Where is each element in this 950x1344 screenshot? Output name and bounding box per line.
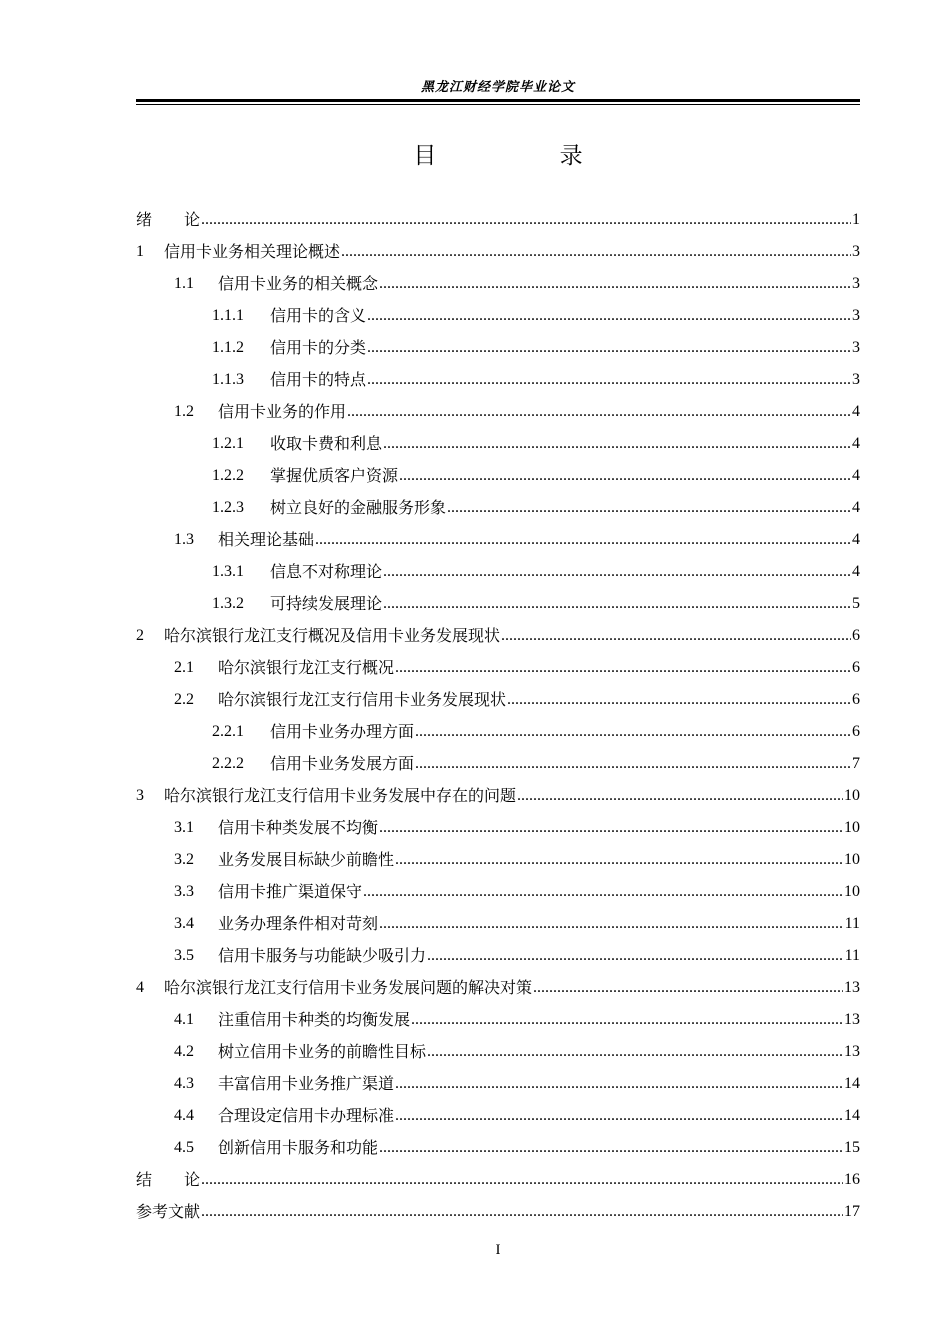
toc-entry-page: 14 bbox=[844, 1075, 860, 1092]
toc-entry-label bbox=[174, 882, 362, 902]
toc-dot-leader bbox=[367, 370, 851, 390]
toc-dot-leader bbox=[395, 850, 843, 870]
toc-entry-text: 信用卡种类发展不均衡 bbox=[218, 818, 379, 837]
toc-entry-page: 10 bbox=[844, 787, 860, 804]
toc-entry-number: 4.4 bbox=[174, 1107, 194, 1124]
toc-dot-leader bbox=[411, 1010, 843, 1030]
toc-entry-label bbox=[174, 1138, 378, 1158]
toc-entry-label bbox=[136, 210, 200, 230]
toc-dot-leader bbox=[315, 530, 851, 550]
toc-entry-page: 16 bbox=[844, 1171, 860, 1188]
toc-entry-text: 注重信用卡种类的均衡发展 bbox=[218, 1010, 411, 1029]
toc-entry-number: 2 bbox=[136, 627, 144, 644]
toc-entry-number: 4 bbox=[136, 979, 144, 996]
toc-entry-label bbox=[212, 338, 366, 358]
toc-entry-page: 11 bbox=[844, 915, 860, 932]
toc-entry-label bbox=[136, 626, 500, 646]
toc-entry-text: 信用卡业务相关理论概述 bbox=[164, 242, 341, 261]
toc-entry-label bbox=[174, 946, 426, 966]
toc-entry-text: 信用卡的分类 bbox=[270, 338, 367, 357]
toc-dot-leader bbox=[379, 274, 851, 294]
toc-entry-page: 13 bbox=[844, 979, 860, 996]
toc-entry-number: 1.1.2 bbox=[212, 339, 244, 356]
toc-entry[interactable] bbox=[136, 454, 860, 486]
toc-entry-label bbox=[212, 306, 366, 326]
toc-entry-label bbox=[136, 242, 340, 262]
toc-entry-page: 10 bbox=[844, 883, 860, 900]
toc-entry[interactable] bbox=[136, 870, 860, 902]
toc-entry[interactable] bbox=[136, 1094, 860, 1126]
table-of-contents bbox=[136, 198, 860, 1222]
toc-dot-leader bbox=[395, 1106, 843, 1126]
toc-entry-label bbox=[212, 370, 366, 390]
toc-dot-leader bbox=[367, 338, 851, 358]
toc-entry-text: 合理设定信用卡办理标准 bbox=[218, 1106, 395, 1125]
toc-entry-number: 1.1.3 bbox=[212, 371, 244, 388]
toc-entry[interactable] bbox=[136, 230, 860, 262]
page-number: I bbox=[495, 1242, 501, 1258]
toc-entry-number: 1.2.2 bbox=[212, 467, 244, 484]
toc-entry[interactable] bbox=[136, 614, 860, 646]
toc-entry-page: 13 bbox=[844, 1011, 860, 1028]
toc-entry-number: 3.2 bbox=[174, 851, 194, 868]
toc-entry[interactable] bbox=[136, 262, 860, 294]
toc-entry-text: 哈尔滨银行龙江支行信用卡业务发展问题的解决对策 bbox=[164, 978, 533, 997]
toc-entry[interactable] bbox=[136, 646, 860, 678]
toc-entry-text: 信用卡业务办理方面 bbox=[270, 722, 415, 741]
toc-dot-leader bbox=[533, 978, 843, 998]
toc-entry-label bbox=[212, 434, 382, 454]
toc-entry[interactable] bbox=[136, 390, 860, 422]
toc-dot-leader bbox=[201, 1170, 843, 1190]
toc-entry-number: 1.1.1 bbox=[212, 307, 244, 324]
toc-entry-number: 1.3.1 bbox=[212, 563, 244, 580]
toc-entry-text: 创新信用卡服务和功能 bbox=[218, 1138, 379, 1157]
toc-entry-number: 1.2.1 bbox=[212, 435, 244, 452]
toc-entry-page: 3 bbox=[852, 371, 860, 388]
toc-entry-page: 11 bbox=[844, 947, 860, 964]
toc-entry[interactable] bbox=[136, 1158, 860, 1190]
toc-entry[interactable] bbox=[136, 358, 860, 390]
toc-entry-label bbox=[136, 786, 516, 806]
toc-entry-number: 4.3 bbox=[174, 1075, 194, 1092]
toc-entry-label bbox=[174, 1106, 394, 1126]
toc-entry-text: 哈尔滨银行龙江支行信用卡业务发展现状 bbox=[218, 690, 507, 709]
toc-dot-leader bbox=[415, 722, 851, 742]
toc-entry[interactable] bbox=[136, 1030, 860, 1062]
toc-entry[interactable] bbox=[136, 1190, 860, 1222]
toc-entry-label bbox=[212, 754, 414, 774]
toc-entry-label bbox=[136, 1202, 200, 1222]
toc-entry[interactable] bbox=[136, 934, 860, 966]
toc-entry-label bbox=[212, 466, 398, 486]
toc-dot-leader bbox=[341, 242, 851, 262]
toc-entry[interactable] bbox=[136, 294, 860, 326]
toc-entry-text: 树立良好的金融服务形象 bbox=[270, 498, 447, 517]
toc-entry-label bbox=[174, 530, 314, 550]
toc-entry-text: 信用卡的特点 bbox=[270, 370, 367, 389]
toc-entry-text: 信用卡服务与功能缺少吸引力 bbox=[218, 946, 427, 965]
toc-entry-label bbox=[212, 722, 414, 742]
toc-title: 目 录 bbox=[413, 143, 621, 169]
toc-entry-text: 信用卡业务发展方面 bbox=[270, 754, 415, 773]
toc-dot-leader bbox=[347, 402, 851, 422]
toc-dot-leader bbox=[383, 434, 851, 454]
toc-entry-label bbox=[212, 562, 382, 582]
toc-dot-leader bbox=[517, 786, 843, 806]
toc-entry-page: 4 bbox=[852, 467, 860, 484]
toc-dot-leader bbox=[427, 1042, 843, 1062]
toc-dot-leader bbox=[379, 818, 843, 838]
toc-entry-page: 10 bbox=[844, 851, 860, 868]
toc-entry-text: 相关理论基础 bbox=[218, 530, 315, 549]
toc-entry-page: 6 bbox=[852, 627, 860, 644]
toc-entry-label bbox=[174, 1074, 394, 1094]
toc-entry[interactable] bbox=[136, 966, 860, 998]
toc-dot-leader bbox=[201, 210, 851, 230]
toc-entry-label bbox=[174, 818, 378, 838]
toc-entry-label bbox=[174, 1010, 410, 1030]
toc-entry-number: 1.2.3 bbox=[212, 499, 244, 516]
toc-entry-page: 15 bbox=[844, 1139, 860, 1156]
toc-entry-page: 17 bbox=[844, 1203, 860, 1220]
toc-entry-label bbox=[174, 850, 394, 870]
toc-entry-page: 10 bbox=[844, 819, 860, 836]
toc-entry-number: 3.1 bbox=[174, 819, 194, 836]
toc-entry[interactable] bbox=[136, 998, 860, 1030]
header-rule-thin bbox=[136, 104, 860, 105]
toc-entry-page: 3 bbox=[852, 339, 860, 356]
toc-entry[interactable] bbox=[136, 422, 860, 454]
toc-dot-leader bbox=[379, 1138, 843, 1158]
toc-entry[interactable] bbox=[136, 902, 860, 934]
toc-entry-number: 2.2 bbox=[174, 691, 194, 708]
toc-entry-number: 4.5 bbox=[174, 1139, 194, 1156]
toc-entry-text: 哈尔滨银行龙江支行概况及信用卡业务发展现状 bbox=[164, 626, 501, 645]
toc-entry[interactable] bbox=[136, 710, 860, 742]
toc-dot-leader bbox=[395, 1074, 843, 1094]
toc-entry-text: 信息不对称理论 bbox=[270, 562, 383, 581]
toc-entry-page: 1 bbox=[852, 211, 860, 228]
toc-entry-number: 3.3 bbox=[174, 883, 194, 900]
toc-entry[interactable] bbox=[136, 518, 860, 550]
toc-entry-label bbox=[174, 690, 506, 710]
toc-entry[interactable] bbox=[136, 550, 860, 582]
toc-entry[interactable] bbox=[136, 838, 860, 870]
toc-entry-page: 6 bbox=[852, 723, 860, 740]
toc-entry-text: 丰富信用卡业务推广渠道 bbox=[218, 1074, 395, 1093]
toc-entry-label bbox=[136, 978, 532, 998]
toc-entry-text: 哈尔滨银行龙江支行概况 bbox=[218, 658, 395, 677]
toc-dot-leader bbox=[501, 626, 851, 646]
toc-entry-number: 1 bbox=[136, 243, 144, 260]
toc-entry-label bbox=[174, 274, 378, 294]
toc-entry-number: 1.1 bbox=[174, 275, 194, 292]
toc-dot-leader bbox=[201, 1202, 843, 1222]
toc-dot-leader bbox=[379, 914, 844, 934]
toc-entry-page: 4 bbox=[852, 499, 860, 516]
toc-entry-page: 13 bbox=[844, 1043, 860, 1060]
toc-entry-text: 业务发展目标缺少前瞻性 bbox=[218, 850, 395, 869]
toc-entry-page: 3 bbox=[852, 243, 860, 260]
toc-entry-text: 可持续发展理论 bbox=[270, 594, 383, 613]
toc-dot-leader bbox=[399, 466, 851, 486]
toc-entry-page: 6 bbox=[852, 659, 860, 676]
toc-dot-leader bbox=[447, 498, 851, 518]
toc-entry-text: 树立信用卡业务的前瞻性目标 bbox=[218, 1042, 427, 1061]
toc-entry-number: 4.1 bbox=[174, 1011, 194, 1028]
toc-entry-page: 7 bbox=[852, 755, 860, 772]
toc-entry[interactable] bbox=[136, 1126, 860, 1158]
toc-dot-leader bbox=[507, 690, 851, 710]
toc-entry-page: 4 bbox=[852, 531, 860, 548]
header-rule-thick bbox=[136, 99, 860, 102]
toc-entry-text: 结 论 bbox=[136, 1170, 201, 1189]
toc-entry-number: 2.2.2 bbox=[212, 755, 244, 772]
toc-entry[interactable] bbox=[136, 678, 860, 710]
toc-entry[interactable] bbox=[136, 742, 860, 774]
toc-entry[interactable] bbox=[136, 806, 860, 838]
toc-entry-label bbox=[136, 1170, 200, 1190]
toc-dot-leader bbox=[367, 306, 851, 326]
toc-entry-text: 信用卡业务的相关概念 bbox=[218, 274, 379, 293]
toc-entry[interactable] bbox=[136, 1062, 860, 1094]
toc-entry[interactable] bbox=[136, 486, 860, 518]
page-header-title: 黑龙江财经学院毕业论文 bbox=[420, 80, 575, 95]
toc-entry-text: 哈尔滨银行龙江支行信用卡业务发展中存在的问题 bbox=[164, 786, 517, 805]
toc-entry-number: 2.2.1 bbox=[212, 723, 244, 740]
toc-dot-leader bbox=[427, 946, 844, 966]
toc-entry-page: 6 bbox=[852, 691, 860, 708]
toc-entry-text: 掌握优质客户资源 bbox=[270, 466, 399, 485]
toc-entry[interactable] bbox=[136, 774, 860, 806]
toc-entry-number: 3.4 bbox=[174, 915, 194, 932]
toc-entry-number: 1.2 bbox=[174, 403, 194, 420]
toc-entry-label bbox=[174, 402, 346, 422]
toc-entry[interactable] bbox=[136, 198, 860, 230]
toc-dot-leader bbox=[395, 658, 851, 678]
toc-entry-page: 4 bbox=[852, 563, 860, 580]
toc-dot-leader bbox=[383, 562, 851, 582]
toc-entry-number: 2.1 bbox=[174, 659, 194, 676]
toc-entry[interactable] bbox=[136, 326, 860, 358]
toc-dot-leader bbox=[383, 594, 851, 614]
toc-entry-number: 4.2 bbox=[174, 1043, 194, 1060]
toc-entry[interactable] bbox=[136, 582, 860, 614]
toc-entry-number: 3 bbox=[136, 787, 144, 804]
toc-entry-text: 信用卡业务的作用 bbox=[218, 402, 347, 421]
toc-entry-label bbox=[174, 914, 378, 934]
toc-entry-text: 信用卡推广渠道保守 bbox=[218, 882, 363, 901]
toc-entry-number: 3.5 bbox=[174, 947, 194, 964]
toc-entry-label bbox=[212, 498, 446, 518]
toc-entry-label bbox=[174, 658, 394, 678]
toc-dot-leader bbox=[363, 882, 843, 902]
toc-entry-page: 5 bbox=[852, 595, 860, 612]
toc-entry-text: 参考文献 bbox=[136, 1202, 201, 1221]
toc-entry-page: 4 bbox=[852, 435, 860, 452]
toc-entry-number: 1.3.2 bbox=[212, 595, 244, 612]
toc-entry-page: 3 bbox=[852, 307, 860, 324]
toc-entry-page: 4 bbox=[852, 403, 860, 420]
toc-entry-number: 1.3 bbox=[174, 531, 194, 548]
toc-entry-page: 3 bbox=[852, 275, 860, 292]
toc-entry-text: 业务办理条件相对苛刻 bbox=[218, 914, 379, 933]
toc-entry-text: 收取卡费和利息 bbox=[270, 434, 383, 453]
toc-entry-text: 绪 论 bbox=[136, 210, 201, 229]
toc-entry-text: 信用卡的含义 bbox=[270, 306, 367, 325]
toc-entry-label bbox=[174, 1042, 426, 1062]
toc-entry-label bbox=[212, 594, 382, 614]
toc-dot-leader bbox=[415, 754, 851, 774]
toc-entry-page: 14 bbox=[844, 1107, 860, 1124]
